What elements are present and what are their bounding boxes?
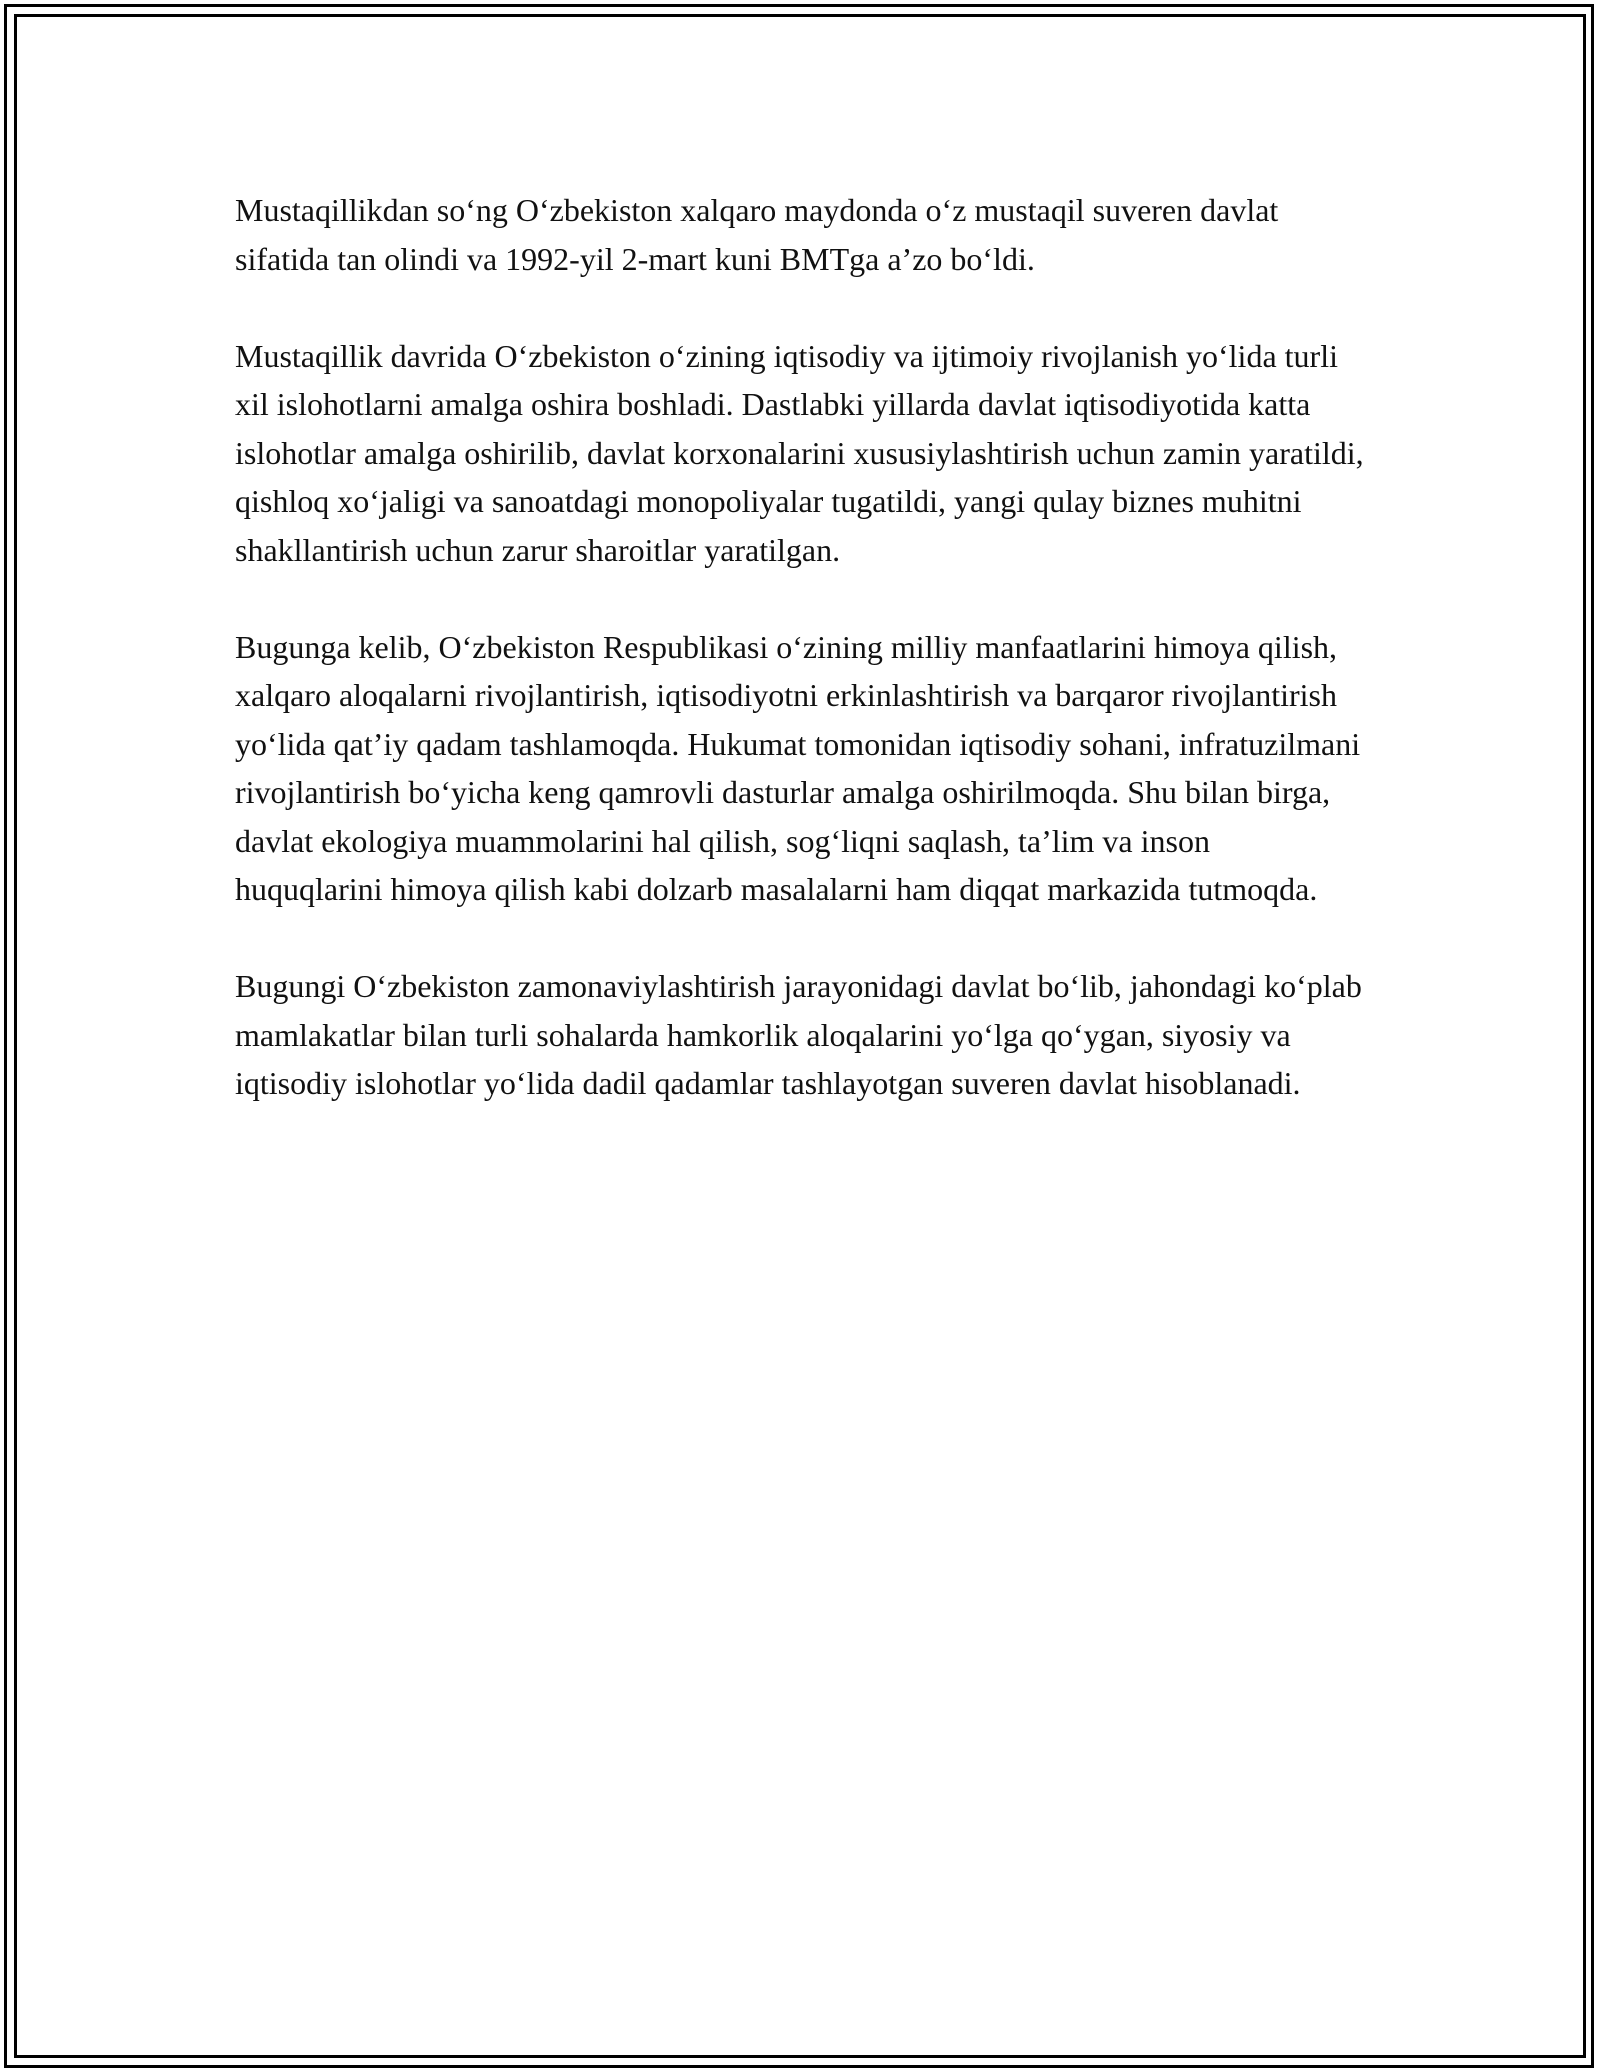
paragraph-4: Bugungi O‘zbekiston zamonaviylashtirish jarayonidagi davlat bo‘lib, jahondagi ko‘plab mamlakatlar bilan turli sohalarda hamkorlik aloqalarini yo‘lga qo‘ygan, siyosiy va iqtisodiy islohotlar yo‘lida dadil qadamlar tashlayotgan suveren davlat hisoblanadi.	[235, 968, 1362, 1101]
paragraph-1: Mustaqillikdan so‘ng O‘zbekiston xalqaro maydonda o‘z mustaqil suveren davlat sifatida tan olindi va 1992-yil 2-mart kuni BMTga a’zo bo‘ldi.	[235, 192, 1279, 277]
paragraph-3: Bugunga kelib, O‘zbekiston Respublikasi o‘zining milliy manfaatlarini himoya qilish, xalqaro aloqalarni rivojlantirish, iqtisodiyotni erkinlashtirish va barqaror rivojlantirish yo‘lida qat’iy qadam tashlamoqda. Hukumat tomonidan iqtisodiy sohani, infratuzilmani rivojlantirish bo‘yicha keng qamrovli dasturlar amalga oshirilmoqda. Shu bilan birga, davlat ekologiya muammolarini hal qilish, sog‘liqni saqlash, ta’lim va inson huquqlarini himoya qilish kabi dolzarb masalalarni ham diqqat markazida tutmoqda.	[235, 628, 1361, 907]
document-body	[235, 186, 1365, 1156]
paragraph-2: Mustaqillik davrida O‘zbekiston o‘zining iqtisodiy va ijtimoiy rivojlanish yo‘lida turli xil islohotlarni amalga oshira boshladi. Dastlabki yillarda davlat iqtisodiyotida katta islohotlar amalga oshirilib, davlat korxonalarini xususiylashtirish uchun zamin yaratildi, qishloq xo‘jaligi va sanoatdagi monopoliyalar tugatildi, yangi qulay biznes muhitni shakllantirish uchun zarur sharoitlar yaratilgan.	[235, 337, 1364, 568]
